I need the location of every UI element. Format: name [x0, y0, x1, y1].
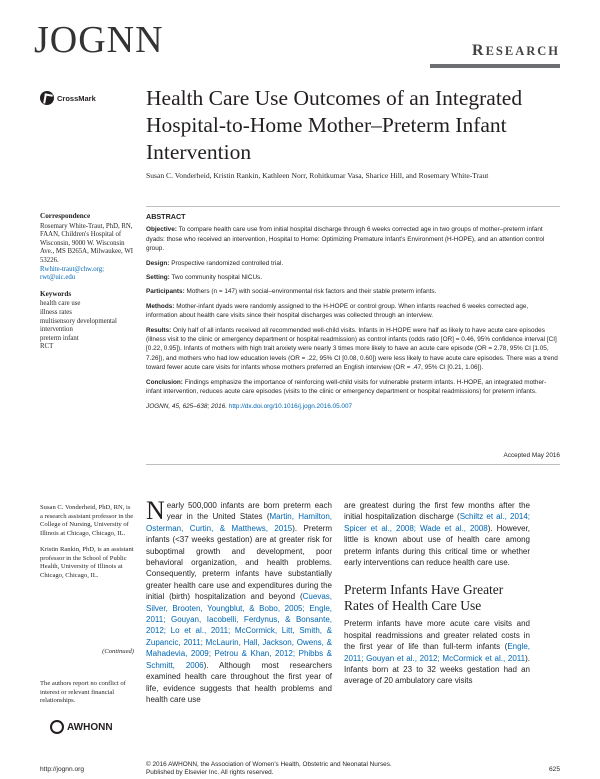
- continued-note: (Continued): [102, 648, 134, 655]
- keyword-item: multisensory developmental intervention: [40, 317, 117, 334]
- doi-link[interactable]: http://dx.doi.org/10.1016/j.jogn.2016.05.007: [228, 402, 353, 410]
- citation-link[interactable]: Schiltz et al., 2014; Spicer et al., 2008; Wade et al., 2008: [344, 512, 531, 533]
- abstract-top-rule: [146, 206, 560, 207]
- abstract-citation: JOGNN, 45, 625–638; 2016. http://dx.doi.org/10.1016/j.jogn.2016.05.007: [146, 402, 353, 410]
- correspondence-header: Correspondence: [40, 212, 91, 220]
- section-rule: [430, 64, 560, 68]
- section-heading: Preterm Infants Have Greater Rates of Health Care Use: [344, 582, 504, 614]
- journal-url[interactable]: http://jognn.org: [40, 766, 84, 773]
- keyword-item: health care use: [40, 300, 81, 308]
- crossmark-label: CrossMark: [57, 93, 96, 103]
- correspondence-text: Rosemary White-Traut, PhD, RN, FAAN, Children's Hospital of Wisconsin, 9000 W. Wisconsin Ave., MS B265A, Milwaukee, WI 53226.: [40, 222, 134, 264]
- body-paragraph: are greatest during the first few months after the initial hospitalization discharge (Schiltz et al., 2014; Spicer et al., 2008; Wade et al., 2008). However, little is known about use of health care among preterm infants during this critical time or whether early interventions can reduce health care use.: [344, 501, 531, 568]
- accepted-date: Accepted May 2016: [503, 452, 560, 459]
- body-column-2: [344, 500, 530, 687]
- abstract-design: Design: Prospective randomized controlled trial.: [146, 259, 284, 267]
- author-bio: Susan C. Vonderheid, PhD, RN, is a research assistant professor in the College of Nursing, University of Illinois at Chicago, Chicago, IL.: [40, 504, 134, 537]
- keyword-item: preterm infant: [40, 334, 79, 342]
- author-bio: Kristin Rankin, PhD, is an assistant professor in the School of Public Health, University of Illinois at Chicago, Chicago, IL.: [40, 546, 134, 579]
- correspondence-emails[interactable]: Rwhite-traut@chw.org; rwt@uic.edu: [40, 265, 105, 282]
- body-paragraph: Preterm infants have more acute care visits and hospital readmissions and greater related costs in the first year of life than full-term infants (Engle, 2011; Gouyan et al., 2012; McCormick et al., 2011). Infants born at 23 to 32 weeks gestation had an average of 20 ambulatory care visits: [344, 619, 530, 686]
- awhonn-icon: [50, 720, 64, 734]
- page-number: 625: [548, 766, 560, 773]
- correspondence-sidebar: [40, 212, 134, 352]
- abstract-header: ABSTRACT: [146, 212, 186, 221]
- keywords-header: Keywords: [40, 289, 72, 298]
- abstract-participants: Participants: Mothers (n = 147) with social–environmental risk factors and their stable preterm infants.: [146, 288, 437, 296]
- section-label: RESEARCH: [472, 42, 560, 59]
- abstract-methods: Methods: Mother-infant dyads were randomly assigned to the H-HOPE or control group. When infants reached 6 weeks corrected age, information about health care visits since their hospital discharges was collected through an interview.: [146, 302, 529, 320]
- conflict-of-interest: The authors report no conflict of interest or relevant financial relationships.: [40, 680, 126, 704]
- keyword-item: illness rates: [40, 308, 72, 316]
- journal-logo: JOGNN: [34, 19, 164, 61]
- author-list: Susan C. Vonderheid, Kristin Rankin, Kathleen Norr, Rohitkumar Vasa, Sharice Hill, and Rosemary White-Traut: [146, 171, 489, 180]
- drop-cap: N: [146, 496, 165, 525]
- abstract-bottom-rule: [146, 464, 560, 465]
- abstract-objective: Objective: To compare health care use from initial hospital discharge through 6 weeks corrected age in two groups of mother–preterm infant dyads: those who received an intervention, Hospital to Home: Optimizing Premature Infant's Environment (H-HOPE), and an attention control group.: [146, 226, 545, 253]
- abstract-conclusion: Conclusion: Findings emphasize the importance of reinforcing well-child visits for vulnerable preterm infants. H-HOPE, an integrated mother-infant intervention, reduces acute care episodes (visits to the clinic or emergency department or hospital readmissions) for preterm infants.: [146, 378, 547, 396]
- citation-link[interactable]: Engle, 2011; Gouyan et al., 2012; McCormick et al., 2011: [344, 642, 530, 663]
- awhonn-label: AWHONN: [67, 721, 113, 733]
- abstract-setting: Setting: Two community hospital NICUs.: [146, 274, 263, 282]
- awhonn-logo: [50, 720, 113, 734]
- keyword-item: RCT: [40, 343, 54, 351]
- body-column-1: Nearly 500,000 infants are born preterm each year in the United States (Martin, Hamilton, Osterman, Curtin, & Matthews, 2015). Preterm infants (<37 weeks gestation) are at greater risk for suboptimal growth and development, poor behavioral organization, and health problems. Consequently, preterm infants have substantially greater health care use and expenditures during the initial (birth) hospitalization and beyond (Cuevas, Silver, Brooten, Youngblut, & Bobo, 2005; Engle, 2011; Gouyan, Iacobelli, Ferdynus, & Bonsante, 2012; Lo et al., 2011; McCormick, Litt, Smith, & Zupancic, 2011; McLaurin, Hall, Jackson, Owens, & Mahadevia, 2009; Petrou & Khan, 2012; Phibbs & Schmitt, 2006). Although most researchers examined health care throughout the first year of life, evidence suggests that health problems and health care use: [146, 496, 333, 704]
- crossmark-badge[interactable]: [40, 91, 96, 105]
- crossmark-icon: [40, 91, 54, 105]
- abstract-results: Results: Only half of all infants received all recommended well-child visits. Infants in H-HOPE were half as likely to have acute care episodes (illness visit to the clinic or emergency department or hospital readmission) as control infants (odds ratio [OR] = 0.46, 95% confidence interval [CI] [0.22, 0.95]). Infants of mothers with high trait anxiety were nearly 3 times more likely to have an acute care episode (OR = 2.78, 95% CI [1.05, 7.26]), and mothers who had low education levels (OR = .22, 95% CI [0.08, 0.60]) were less likely to have acute care episodes. There was a trend toward fewer acute care visits for infants whose mothers preferred an English interview (OR = .47, 95% CI [0.21, 1.06]).: [146, 326, 558, 372]
- copyright-notice: © 2016 AWHONN, the Association of Women's Health, Obstetric and Neonatal Nurses. Published by Elsevier Inc. All rights reserved.: [146, 761, 392, 777]
- abstract: [146, 212, 560, 416]
- article-title: Health Care Use Outcomes of an Integrated Hospital-to-Home Mother–Preterm Infant Intervention: [146, 86, 523, 164]
- citation-link[interactable]: Martin, Hamilton, Osterman, Curtin, & Matthews, 2015: [146, 512, 332, 533]
- author-bios: [40, 504, 134, 588]
- citation-link[interactable]: Cuevas, Silver, Brooten, Youngblut, & Bobo, 2005; Engle, 2011; Gouyan, Iacobelli, Ferdynus, & Bonsante, 2012; Lo et al., 2011; McCormick, Litt, Smith, & Zupancic, 2011; McLaurin, Hall, Jackson, Owens, & Mahadevia, 2009; Petrou & Khan, 2012; Phibbs & Schmitt, 2006: [146, 592, 332, 670]
